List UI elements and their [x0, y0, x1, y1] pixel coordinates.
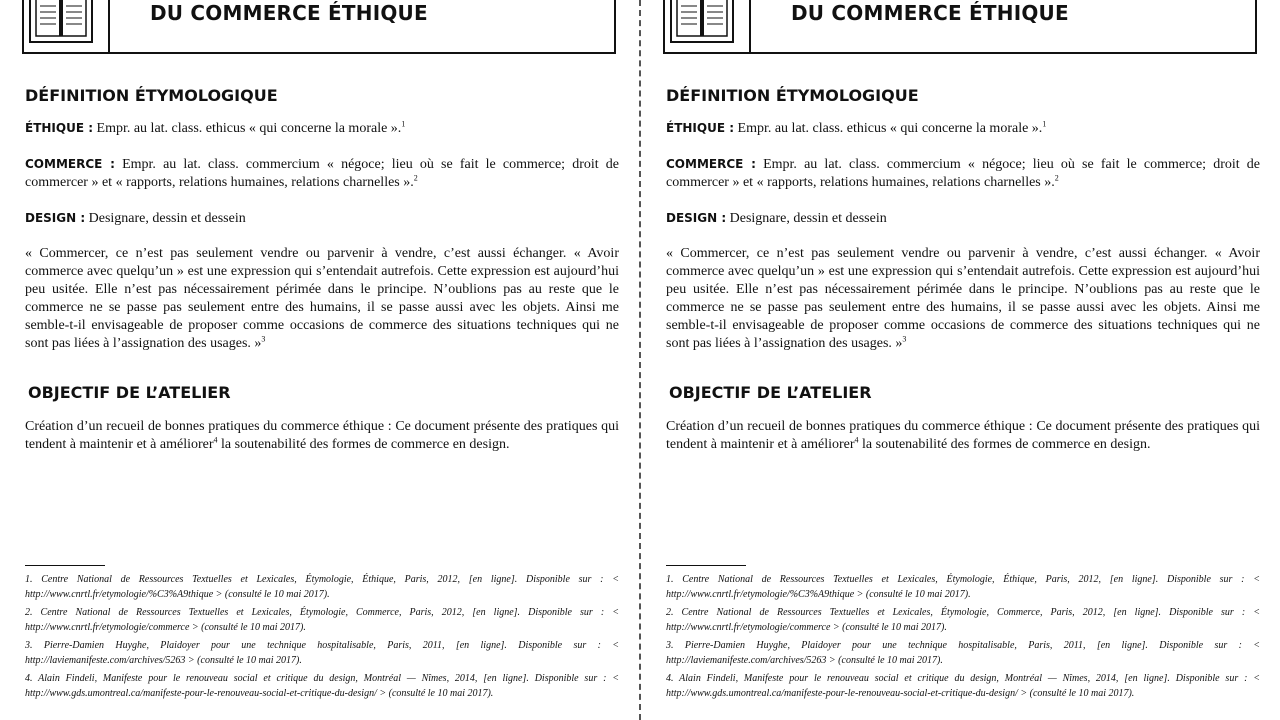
objective-paragraph — [25, 418, 619, 454]
definition-commerce — [25, 155, 619, 192]
footnote-ref: 1 — [1042, 119, 1047, 129]
quote-text: « Commercer, ce n’est pas seulement vendre ou parvenir à vendre, c’est aussi échanger. « Avoir commerce avec quelqu’un » est une expression qui s’entendait autrefois. Cette expression est aujourd’hui peu usitée. Elle n’est pas nécessairement périmée dans le principe. N’oublions pas au reste que le commerce ne se passe pas seulement entre des humains, il se passe aussi avec les objets. Ainsi me semble-t-il envisageable de proposer comme occasions de commerce des situations techniques qui ne sont pas liées à l’assignation des usages. » — [25, 246, 619, 351]
section-heading-definition: DÉFINITION ÉTYMOLOGIQUE — [25, 86, 278, 105]
footnote-item: 2. Centre National de Ressources Textuelles et Lexicales, Étymologie, Commerce, Paris, 2012, [en ligne]. Disponible sur : < http://www.cnrtl.fr/etymologie/commerce > (consulté le 10 mai 2017). — [25, 607, 619, 633]
main-content — [25, 86, 619, 454]
section-heading-objective: OBJECTIF DE L’ATELIER — [28, 383, 231, 402]
definition-commerce — [666, 155, 1260, 192]
objective-text: Création d’un recueil de bonnes pratiques du commerce éthique : Ce document présente des pratiques qui tendent à maintenir et à améliorer — [666, 419, 1260, 452]
main-content — [666, 86, 1260, 454]
quote-paragraph — [25, 245, 619, 353]
book-icon — [665, 0, 751, 52]
page-left — [22, 0, 620, 720]
definition-text: Empr. au lat. class. commercium « négoce; lieu où se fait le commerce; droit de commercer » et « rapports, relations humaines, relations charnelles ». — [666, 157, 1260, 190]
page-right — [663, 0, 1261, 720]
footnote-ref: 3 — [261, 334, 266, 344]
definition-ethique — [666, 119, 1260, 138]
objective-text: Création d’un recueil de bonnes pratiques du commerce éthique : Ce document présente des pratiques qui tendent à maintenir et à améliorer — [25, 419, 619, 452]
footnote-ref: 2 — [413, 173, 418, 183]
footnote-ref: 3 — [902, 334, 907, 344]
page-divider — [639, 0, 641, 720]
definition-design — [25, 209, 619, 228]
footnote-item: 4. Alain Findeli, Manifeste pour le renouveau social et critique du design, Montréal — Nîmes, 2014, [en ligne]. Disponible sur : < http://www.gds.umontreal.ca/manifeste-pour-le-renouveau-social-et-critique-du-design/ > (consulté le 10 mai 2017). — [25, 673, 619, 699]
term-label: ÉTHIQUE : — [666, 121, 735, 135]
footnotes — [666, 572, 1260, 704]
section-heading-definition: DÉFINITION ÉTYMOLOGIQUE — [666, 86, 919, 105]
footnote-ref: 2 — [1054, 173, 1059, 183]
footnote-item: 2. Centre National de Ressources Textuelles et Lexicales, Étymologie, Commerce, Paris, 2012, [en ligne]. Disponible sur : < http://www.cnrtl.fr/etymologie/commerce > (consulté le 10 mai 2017). — [666, 607, 1260, 633]
footnote-item: 1. Centre National de Ressources Textuelles et Lexicales, Étymologie, Éthique, Paris, 2012, [en ligne]. Disponible sur : < http://www.cnrtl.fr/etymologie/%C3%A9thique > (consulté le 10 mai 2017). — [25, 574, 619, 600]
footnote-ref: 4 — [213, 435, 218, 445]
term-label: DESIGN : — [25, 211, 86, 225]
footnotes — [25, 572, 619, 704]
definition-text: Empr. au lat. class. ethicus « qui concerne la morale ». — [734, 121, 1043, 136]
quote-text: « Commercer, ce n’est pas seulement vendre ou parvenir à vendre, c’est aussi échanger. « Avoir commerce avec quelqu’un » est une expression qui s’entendait autrefois. Cette expression est aujourd’hui peu usitée. Elle n’est pas nécessairement périmée dans le principe. N’oublions pas au reste que le commerce ne se passe pas seulement entre des humains, il se passe aussi avec les objets. Ainsi me semble-t-il envisageable de proposer comme occasions de commerce des situations techniques qui ne sont pas liées à l’assignation des usages. » — [666, 246, 1260, 351]
term-label: ÉTHIQUE : — [25, 121, 94, 135]
header-box — [22, 0, 616, 54]
objective-text-end: la soutenabilité des formes de commerce en design. — [217, 437, 510, 452]
definition-text: Designare, dessin et dessein — [726, 211, 887, 226]
footnote-item: 4. Alain Findeli, Manifeste pour le renouveau social et critique du design, Montréal — Nîmes, 2014, [en ligne]. Disponible sur : < http://www.gds.umontreal.ca/manifeste-pour-le-renouveau-social-et-critique-du-design/ > (consulté le 10 mai 2017). — [666, 673, 1260, 699]
term-label: COMMERCE : — [25, 157, 115, 171]
footnote-item: 1. Centre National de Ressources Textuelles et Lexicales, Étymologie, Éthique, Paris, 2012, [en ligne]. Disponible sur : < http://www.cnrtl.fr/etymologie/%C3%A9thique > (consulté le 10 mai 2017). — [666, 574, 1260, 600]
definition-design — [666, 209, 1260, 228]
definition-text: Designare, dessin et dessein — [85, 211, 246, 226]
footnote-ref: 4 — [854, 435, 859, 445]
section-heading-objective: OBJECTIF DE L’ATELIER — [669, 383, 872, 402]
footnote-rule — [666, 565, 746, 566]
book-icon — [24, 0, 110, 52]
definition-ethique — [25, 119, 619, 138]
header-box — [663, 0, 1257, 54]
objective-paragraph — [666, 418, 1260, 454]
page-title: DU COMMERCE ÉTHIQUE — [150, 1, 428, 25]
quote-paragraph — [666, 245, 1260, 353]
footnote-ref: 1 — [401, 119, 406, 129]
definition-text: Empr. au lat. class. commercium « négoce; lieu où se fait le commerce; droit de commercer » et « rapports, relations humaines, relations charnelles ». — [25, 157, 619, 190]
footnote-item: 3. Pierre-Damien Huyghe, Plaidoyer pour une technique hospitalisable, Paris, 2011, [en ligne]. Disponible sur : < http://laviemanifeste.com/archives/5263 > (consulté le 10 mai 2017). — [666, 640, 1260, 666]
page-title: DU COMMERCE ÉTHIQUE — [791, 1, 1069, 25]
objective-text-end: la soutenabilité des formes de commerce en design. — [858, 437, 1151, 452]
footnote-item: 3. Pierre-Damien Huyghe, Plaidoyer pour une technique hospitalisable, Paris, 2011, [en ligne]. Disponible sur : < http://laviemanifeste.com/archives/5263 > (consulté le 10 mai 2017). — [25, 640, 619, 666]
footnote-rule — [25, 565, 105, 566]
definition-text: Empr. au lat. class. ethicus « qui concerne la morale ». — [93, 121, 402, 136]
term-label: DESIGN : — [666, 211, 727, 225]
term-label: COMMERCE : — [666, 157, 756, 171]
